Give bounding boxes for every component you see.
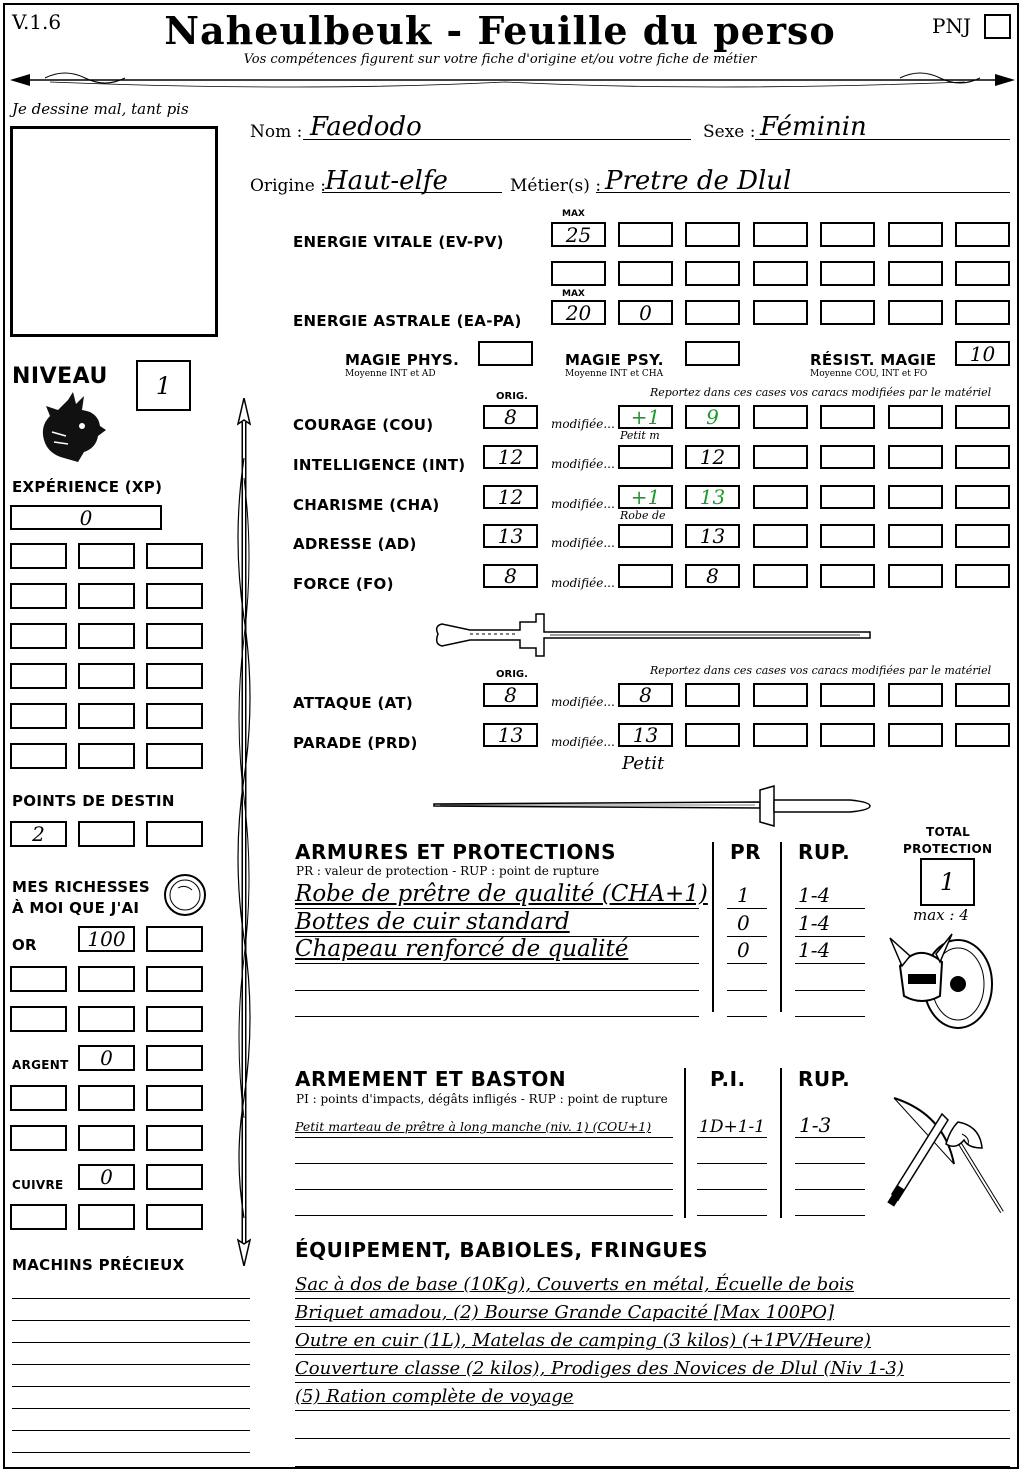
weapon-name-line[interactable] (295, 1137, 673, 1138)
armor-title: ARMURES ET PROTECTIONS (295, 840, 616, 864)
stat-mod-5[interactable] (618, 564, 673, 588)
stats-orig-label: ORIG. (496, 391, 528, 402)
ev-label: ENERGIE VITALE (EV-PV) (293, 233, 504, 251)
energy-cell-r3-c1-value: 20 (565, 300, 592, 325)
coin-icon (162, 872, 208, 918)
ev-max-label: MAX (562, 209, 585, 219)
armor-rup-line[interactable] (795, 936, 865, 937)
nom-label: Nom : (250, 122, 303, 142)
stat-modif-label: modifiée... (551, 536, 615, 550)
stat-extra-2-4[interactable] (955, 445, 1010, 469)
stat-mod-note: Petit m (620, 429, 660, 442)
energy-cell-r1-c4[interactable] (753, 222, 808, 247)
wealth-cell-r6-c1[interactable] (10, 1125, 67, 1151)
energy-cell-r1-c7[interactable] (955, 222, 1010, 247)
energy-cell-r3-c2[interactable] (618, 300, 673, 325)
machins-line[interactable] (12, 1452, 250, 1453)
energy-cell-r2-c6[interactable] (888, 261, 943, 286)
combat-orig-1-value: 8 (504, 683, 517, 707)
energy-cell-r3-c7[interactable] (955, 300, 1010, 325)
stat-mod-4-value (620, 526, 671, 546)
armor-divider-1 (712, 842, 714, 1012)
xp-cell-r3-c3[interactable] (146, 623, 203, 649)
machins-line[interactable] (12, 1408, 250, 1409)
stat-final-1[interactable] (685, 405, 740, 429)
stat-extra-1-3[interactable] (888, 405, 943, 429)
weapon-pi-line[interactable] (697, 1215, 767, 1216)
stat-modif-label: modifiée... (551, 457, 615, 471)
weapon-name-line[interactable] (295, 1215, 673, 1216)
wealth-cell-r3-c2[interactable] (78, 1006, 135, 1032)
combat-note: Petit (622, 753, 665, 774)
stat-mod-1-value: +1 (630, 405, 661, 429)
niveau-box[interactable]: 1 (136, 360, 191, 411)
armor-rup-line[interactable] (795, 1016, 865, 1017)
weapons-pi-header: P.I. (710, 1067, 746, 1091)
combat-extra-2-2[interactable] (753, 723, 808, 747)
equipment-item[interactable]: Couverture classe (2 kilos), Prodiges des Novices de Dlul (Niv 1-3) (295, 1358, 904, 1379)
stat-mod-note: Robe de (620, 509, 666, 522)
energy-cell-r2-c1[interactable] (551, 261, 606, 286)
combat-extra-1-2[interactable] (753, 683, 808, 707)
resist-magie-label: RÉSIST. MAGIE (810, 351, 937, 369)
xp-cell-r1-c2[interactable] (78, 543, 135, 569)
equipment-line[interactable] (295, 1354, 1010, 1355)
weapons-rup-header: RUP. (798, 1067, 851, 1091)
origine-value[interactable]: Haut-elfe (325, 166, 448, 196)
richesses-label-1: MES RICHESSES (12, 878, 151, 896)
wealth-cell-r5-c2[interactable] (78, 1085, 135, 1111)
nom-line (303, 139, 691, 140)
total-max-label: max : 4 (913, 906, 969, 924)
metier-line (596, 192, 1010, 193)
armor-item-rup[interactable]: 1-4 (798, 911, 831, 935)
stat-extra-1-4[interactable] (955, 405, 1010, 429)
ea-max-label: MAX (562, 289, 585, 299)
weapons-divider-2 (780, 1068, 782, 1218)
wealth-cell-r7-c1[interactable] (78, 1164, 135, 1190)
xp-cell-r6-c1[interactable] (10, 743, 67, 769)
armor-rup-line[interactable] (795, 963, 865, 964)
stat-orig-5-value: 8 (504, 564, 517, 588)
stat-final-4-value: 13 (699, 524, 726, 548)
stat-final-5-value: 8 (706, 564, 719, 588)
magie-psy-sub: Moyenne INT et CHA (565, 369, 664, 379)
equipment-line[interactable] (295, 1298, 1010, 1299)
armor-item-pr[interactable]: 0 (737, 938, 750, 962)
machins-line[interactable] (12, 1386, 250, 1387)
wealth-cell-r8-c2[interactable] (78, 1204, 135, 1230)
stat-extra-5-3[interactable] (888, 564, 943, 588)
stat-final-3[interactable] (685, 485, 740, 509)
equipment-item[interactable]: (5) Ration complète de voyage (295, 1386, 574, 1407)
portrait-caption: Je dessine mal, tant pis (12, 100, 189, 118)
version-label: V.1.6 (12, 10, 62, 34)
stat-orig-3[interactable] (483, 485, 538, 509)
weapons-divider-1 (684, 1068, 686, 1218)
weapon-rup-line[interactable] (795, 1189, 865, 1190)
weapon-pi-line[interactable] (697, 1137, 767, 1138)
weapon-rup-line[interactable] (795, 1215, 865, 1216)
energy-cell-r1-c3[interactable] (685, 222, 740, 247)
armor-name-line[interactable] (295, 990, 699, 991)
energy-cell-r1-c2[interactable] (618, 222, 673, 247)
wealth-cell-r6-c3[interactable] (146, 1125, 203, 1151)
xp-box[interactable]: 0 (10, 505, 162, 530)
stat-extra-2-1[interactable] (753, 445, 808, 469)
magie-phys-sub: Moyenne INT et AD (345, 369, 436, 379)
energy-cell-r2-c3[interactable] (685, 261, 740, 286)
armor-pr-line[interactable] (727, 990, 767, 991)
origine-label: Origine : (250, 176, 326, 196)
armor-rup-header: RUP. (798, 840, 851, 864)
stat-orig-2-value: 12 (497, 445, 524, 469)
combat-final-1-value: 8 (639, 683, 652, 707)
combat-orig-2[interactable] (483, 723, 538, 747)
combat-extra-2-5[interactable] (955, 723, 1010, 747)
wealth-cell-r5-c1[interactable] (10, 1085, 67, 1111)
stat-mod-3[interactable] (618, 485, 673, 509)
combat-extra-2-1[interactable] (685, 723, 740, 747)
wealth-cell-r7-c1-value: 0 (100, 1165, 113, 1189)
combat-label: PARADE (PRD) (293, 734, 418, 752)
energy-cell-r1-c1[interactable] (551, 222, 606, 247)
resist-magie-box[interactable]: 10 (955, 341, 1010, 366)
machins-line[interactable] (12, 1342, 250, 1343)
page-title: Naheulbeuk - Feuille du perso (164, 8, 836, 53)
wealth-cell-r4-c1[interactable] (78, 1045, 135, 1071)
dragon-icon (38, 392, 108, 464)
xp-cell-r4-c1[interactable] (10, 663, 67, 689)
energy-cell-r2-c4[interactable] (753, 261, 808, 286)
xp-cell-r5-c2[interactable] (78, 703, 135, 729)
xp-cell-r5-c3[interactable] (146, 703, 203, 729)
combat-extra-1-3[interactable] (820, 683, 875, 707)
stat-modif-label: modifiée... (551, 576, 615, 590)
armor-pr-line[interactable] (727, 908, 767, 909)
destin-box-2[interactable] (78, 821, 135, 847)
energy-cell-r2-c2[interactable] (618, 261, 673, 286)
equipment-line[interactable] (295, 1326, 1010, 1327)
stat-extra-5-2[interactable] (820, 564, 875, 588)
pnj-checkbox[interactable] (984, 14, 1011, 39)
metier-value[interactable]: Pretre de Dlul (605, 166, 792, 196)
metier-label: Métier(s) : (510, 176, 602, 196)
magie-phys-label: MAGIE PHYS. (345, 351, 460, 369)
total-label-2: PROTECTION (903, 842, 993, 856)
machins-label: MACHINS PRÉCIEUX (12, 1256, 185, 1274)
xp-label: EXPÉRIENCE (XP) (12, 478, 163, 496)
combat-modif-label: modifiée... (551, 735, 615, 749)
sword-icon (430, 612, 875, 658)
xp-cell-r4-c3[interactable] (146, 663, 203, 689)
energy-cell-r3-c2-value: 0 (639, 300, 652, 325)
combat-extra-1-5[interactable] (955, 683, 1010, 707)
stat-label: FORCE (FO) (293, 575, 394, 593)
wealth-cell-r6-c2[interactable] (78, 1125, 135, 1151)
combat-note: Reportez dans ces cases vos caracs modifiées par le matériel (650, 664, 992, 677)
xp-cell-r3-c2[interactable] (78, 623, 135, 649)
wealth-cell-r8-c1[interactable] (10, 1204, 67, 1230)
equipment-line[interactable] (295, 1438, 1010, 1439)
weapon-rup-line[interactable] (795, 1163, 865, 1164)
sexe-value[interactable]: Féminin (760, 112, 867, 142)
combat-final-1[interactable] (618, 683, 673, 707)
combat-extra-1-4[interactable] (888, 683, 943, 707)
stat-extra-2-3[interactable] (888, 445, 943, 469)
combat-final-2[interactable] (618, 723, 673, 747)
stat-orig-2[interactable] (483, 445, 538, 469)
ornament-icon (5, 66, 1019, 96)
weapons-subtitle: PI : points d'impacts, dégâts infligés - RUP : point de rupture (296, 1092, 668, 1106)
energy-cell-r3-c5[interactable] (820, 300, 875, 325)
energy-cell-r3-c1[interactable] (551, 300, 606, 325)
stat-orig-1-value: 8 (504, 405, 517, 429)
weapon-pi-line[interactable] (697, 1163, 767, 1164)
weapon-rup-line[interactable] (795, 1137, 865, 1138)
weapons-icon (884, 1094, 1008, 1218)
niveau-label: NIVEAU (12, 364, 108, 389)
energy-cell-r2-c5[interactable] (820, 261, 875, 286)
armor-pr-header: PR (730, 840, 762, 864)
stat-extra-2-2[interactable] (820, 445, 875, 469)
stat-label: ADRESSE (AD) (293, 535, 417, 553)
stat-mod-1[interactable] (618, 405, 673, 429)
xp-cell-r6-c3[interactable] (146, 743, 203, 769)
richesses-label-2: À MOI QUE J'AI (12, 899, 140, 917)
stat-extra-5-1[interactable] (753, 564, 808, 588)
weapons-title: ARMEMENT ET BASTON (295, 1067, 567, 1091)
helmet-shield-icon (888, 926, 1000, 1034)
xp-cell-r5-c1[interactable] (10, 703, 67, 729)
combat-extra-2-4[interactable] (888, 723, 943, 747)
portrait-box[interactable] (10, 126, 218, 337)
energy-cell-r1-c5[interactable] (820, 222, 875, 247)
wealth-cell-r8-c3[interactable] (146, 1204, 203, 1230)
armor-pr-line[interactable] (727, 1016, 767, 1017)
page-subtitle: Vos compétences figurent sur votre fiche d'origine et/ou votre fiche de métier (243, 52, 757, 67)
machins-line[interactable] (12, 1430, 250, 1431)
wealth-cell-r7-c2[interactable] (146, 1164, 203, 1190)
stat-mod-5-value (620, 566, 671, 586)
stat-orig-5[interactable] (483, 564, 538, 588)
stat-extra-1-2[interactable] (820, 405, 875, 429)
ea-label: ENERGIE ASTRALE (EA-PA) (293, 312, 522, 330)
xp-cell-r1-c3[interactable] (146, 543, 203, 569)
stat-final-2[interactable] (685, 445, 740, 469)
machins-line[interactable] (12, 1320, 250, 1321)
combat-final-2-value: 13 (632, 723, 659, 747)
combat-label: ATTAQUE (AT) (293, 694, 414, 712)
equipment-item[interactable]: Briquet amadou, (2) Bourse Grande Capacité [Max 100PO] (295, 1302, 835, 1323)
weapon-item-pi[interactable]: 1D+1-1 (699, 1117, 766, 1137)
or-label: OR (12, 936, 37, 954)
destin-label: POINTS DE DESTIN (12, 792, 175, 810)
wealth-cell-r1-c2[interactable] (146, 926, 203, 952)
xp-cell-r1-c1[interactable] (10, 543, 67, 569)
equipment-line[interactable] (295, 1466, 1010, 1467)
pnj-label: PNJ (932, 14, 971, 38)
stat-mod-2[interactable] (618, 445, 673, 469)
stat-orig-3-value: 12 (497, 485, 524, 509)
wealth-cell-r1-c1-value: 100 (87, 927, 126, 951)
xp-cell-r3-c1[interactable] (10, 623, 67, 649)
total-protection-box[interactable]: 1 (920, 858, 975, 906)
combat-extra-1-1[interactable] (685, 683, 740, 707)
stat-label: INTELLIGENCE (INT) (293, 456, 466, 474)
machins-line[interactable] (12, 1298, 250, 1299)
armor-subtitle: PR : valeur de protection - RUP : point de rupture (296, 864, 600, 878)
sword-icon (430, 778, 875, 832)
armor-item-name[interactable]: Bottes de cuir standard (295, 909, 570, 935)
wealth-cell-r5-c3[interactable] (146, 1085, 203, 1111)
weapon-name-line[interactable] (295, 1163, 673, 1164)
weapon-item-name[interactable]: Petit marteau de prêtre à long manche (niv. 1) (COU+1) (295, 1119, 652, 1134)
wealth-cell-r2-c3[interactable] (146, 966, 203, 992)
stat-extra-3-1[interactable] (753, 485, 808, 509)
stat-mod-3-value: +1 (630, 485, 661, 509)
cuivre-label: CUIVRE (12, 1178, 64, 1192)
armor-item-pr[interactable]: 0 (737, 911, 750, 935)
stat-modif-label: modifiée... (551, 497, 615, 511)
destin-box-3[interactable] (146, 821, 203, 847)
energy-cell-r3-c3[interactable] (685, 300, 740, 325)
armor-name-line[interactable] (295, 963, 699, 964)
armor-item-pr[interactable]: 1 (737, 883, 750, 907)
energy-cell-r1-c1-value: 25 (565, 222, 592, 247)
wealth-cell-r1-c1[interactable] (78, 926, 135, 952)
equipment-line[interactable] (295, 1382, 1010, 1383)
stat-extra-4-3[interactable] (888, 524, 943, 548)
stat-final-3-value: 13 (699, 485, 726, 509)
combat-modif-label: modifiée... (551, 695, 615, 709)
stats-note: Reportez dans ces cases vos caracs modifiées par le matériel (650, 386, 992, 399)
total-label-1: TOTAL (926, 825, 971, 839)
weapon-item-rup[interactable]: 1-3 (799, 1113, 832, 1137)
magie-psy-box[interactable] (685, 341, 740, 366)
combat-extra-2-3[interactable] (820, 723, 875, 747)
weapon-name-line[interactable] (295, 1189, 673, 1190)
xp-cell-r4-c2[interactable] (78, 663, 135, 689)
energy-cell-r3-c6[interactable] (888, 300, 943, 325)
armor-item-name[interactable]: Robe de prêtre de qualité (CHA+1) (295, 881, 708, 907)
xp-cell-r6-c2[interactable] (78, 743, 135, 769)
stat-mod-2-value (620, 447, 671, 467)
stat-orig-4-value: 13 (497, 524, 524, 548)
sexe-label: Sexe : (703, 122, 756, 142)
stat-final-1-value: 9 (706, 405, 719, 429)
armor-pr-line[interactable] (727, 963, 767, 964)
armor-item-name[interactable]: Chapeau renforcé de qualité (295, 936, 629, 962)
wealth-cell-r3-c1[interactable] (10, 1006, 67, 1032)
equipment-item[interactable]: Sac à dos de base (10Kg), Couverts en métal, Écuelle de bois (295, 1274, 855, 1295)
stat-orig-4[interactable] (483, 524, 538, 548)
nom-value[interactable]: Faedodo (310, 112, 422, 142)
stat-extra-1-1[interactable] (753, 405, 808, 429)
stat-label: COURAGE (COU) (293, 416, 434, 434)
weapon-pi-line[interactable] (697, 1189, 767, 1190)
wealth-cell-r4-c2[interactable] (146, 1045, 203, 1071)
stat-final-5[interactable] (685, 564, 740, 588)
stat-extra-4-2[interactable] (820, 524, 875, 548)
stat-orig-1[interactable] (483, 405, 538, 429)
stat-extra-5-4[interactable] (955, 564, 1010, 588)
wealth-cell-r4-c1-value: 0 (100, 1046, 113, 1070)
energy-cell-r2-c7[interactable] (955, 261, 1010, 286)
wealth-cell-r2-c2[interactable] (78, 966, 135, 992)
armor-rup-line[interactable] (795, 908, 865, 909)
combat-orig-1[interactable] (483, 683, 538, 707)
destin-box-1[interactable]: 2 (10, 821, 67, 847)
stat-modif-label: modifiée... (551, 417, 615, 431)
equipment-line[interactable] (295, 1410, 1010, 1411)
stat-extra-4-4[interactable] (955, 524, 1010, 548)
resist-magie-sub: Moyenne COU, INT et FO (810, 369, 928, 379)
stat-final-2-value: 12 (699, 445, 726, 469)
armor-item-rup[interactable]: 1-4 (798, 938, 831, 962)
armor-name-line[interactable] (295, 1016, 699, 1017)
energy-cell-r3-c4[interactable] (753, 300, 808, 325)
armor-rup-line[interactable] (795, 990, 865, 991)
stat-extra-3-4[interactable] (955, 485, 1010, 509)
stat-extra-3-3[interactable] (888, 485, 943, 509)
armor-pr-line[interactable] (727, 936, 767, 937)
magie-psy-label: MAGIE PSY. (565, 351, 664, 369)
origine-line (322, 192, 502, 193)
spear-icon (228, 398, 260, 1266)
argent-label: ARGENT (12, 1058, 69, 1072)
stat-extra-4-1[interactable] (753, 524, 808, 548)
armor-divider-2 (780, 842, 782, 1012)
armor-item-rup[interactable]: 1-4 (798, 883, 831, 907)
machins-line[interactable] (12, 1364, 250, 1365)
equipment-item[interactable]: Outre en cuir (1L), Matelas de camping (3 kilos) (+1PV/Heure) (295, 1330, 871, 1351)
equipment-title: ÉQUIPEMENT, BABIOLES, FRINGUES (295, 1238, 709, 1262)
wealth-cell-r2-c1[interactable] (10, 966, 67, 992)
stat-extra-3-2[interactable] (820, 485, 875, 509)
xp-cell-r2-c2[interactable] (78, 583, 135, 609)
stat-mod-4[interactable] (618, 524, 673, 548)
energy-cell-r1-c6[interactable] (888, 222, 943, 247)
stat-label: CHARISME (CHA) (293, 496, 440, 514)
combat-orig-label: ORIG. (496, 669, 528, 680)
xp-cell-r2-c1[interactable] (10, 583, 67, 609)
wealth-cell-r3-c3[interactable] (146, 1006, 203, 1032)
xp-cell-r2-c3[interactable] (146, 583, 203, 609)
stat-final-4[interactable] (685, 524, 740, 548)
sexe-line (755, 139, 1010, 140)
combat-orig-2-value: 13 (497, 723, 524, 747)
magie-phys-box[interactable] (478, 341, 533, 366)
